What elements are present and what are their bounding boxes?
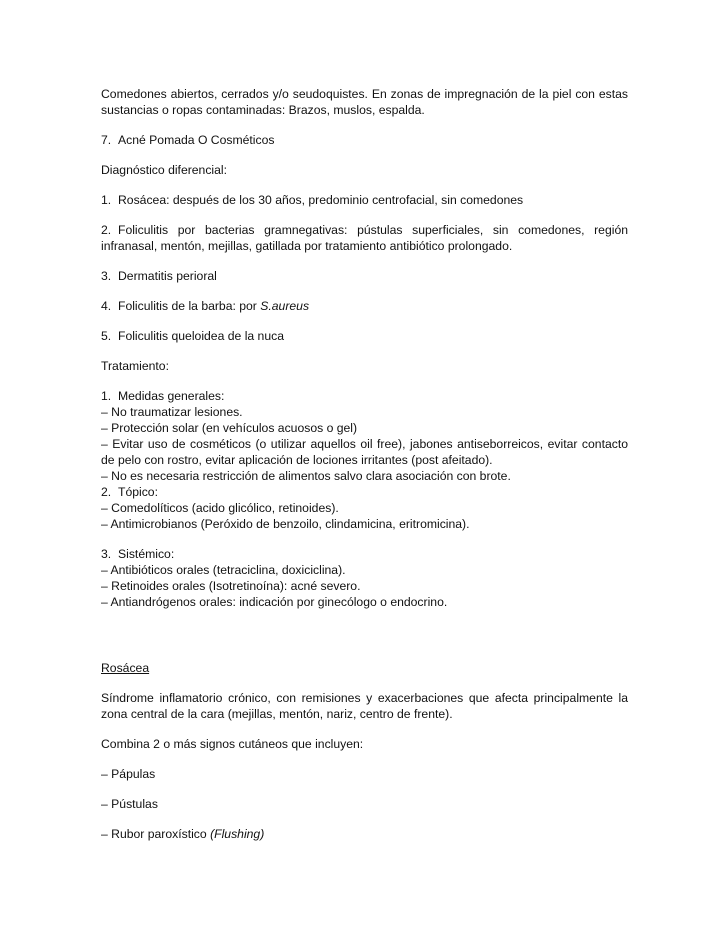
item-text: Dermatitis perioral	[118, 269, 217, 283]
rosacea-signs-intro: Combina 2 o más signos cutáneos que incluyen:	[101, 737, 364, 751]
diagnostico-item-5	[101, 328, 628, 344]
item-text: Foliculitis por bacterias gramnegativas: pústulas superficiales, sin comedones, región infranasal, mentón, mejillas, gatillada por tratamiento antibiótico prolongado.	[101, 223, 628, 253]
item-text: Acné Pomada O Cosméticos	[118, 133, 275, 147]
item-number: 2.	[101, 223, 112, 237]
topico-item-1: – Comedolíticos (acido glicólico, retinoides).	[101, 501, 339, 515]
item-italic-text: S.aureus	[260, 299, 310, 313]
intro-paragraph: Comedones abiertos, cerrados y/o seudoquistes. En zonas de impregnación de la piel con estas sustancias o ropas contaminadas: Brazos, muslos, espalda.	[101, 87, 628, 117]
document-content	[101, 86, 628, 842]
diagnostico-heading: Diagnóstico diferencial:	[101, 163, 228, 177]
generales-item-2: – Protección solar (en vehículos acuosos o gel)	[101, 421, 358, 435]
item-text: Medidas generales:	[118, 389, 225, 403]
sign-text: – Rubor paroxístico	[101, 827, 211, 841]
diagnostico-item-1	[101, 192, 628, 208]
tratamiento-generales-title	[101, 388, 628, 404]
rosacea-sign-papulas: – Pápulas	[101, 767, 156, 781]
item-number: 1.	[101, 193, 112, 207]
acne-item-7	[101, 132, 628, 148]
rosacea-sign-rubor	[101, 826, 628, 842]
sistemico-item-3: – Antiandrógenos orales: indicación por ginecólogo o endocrino.	[101, 595, 448, 609]
item-text: Foliculitis de la barba: por	[118, 299, 261, 313]
generales-item-3: – Evitar uso de cosméticos (o utilizar aquellos oil free), jabones antiseborreicos, evitar contacto de pelo con rostro, evitar aplicación de lociones irritantes (post afeitado).	[101, 437, 628, 467]
item-number: 2.	[101, 485, 112, 499]
diagnostico-item-4	[101, 298, 628, 314]
item-text: Tópico:	[118, 485, 158, 499]
rosacea-title: Rosácea	[101, 661, 150, 675]
sign-italic-text: (Flushing)	[210, 827, 265, 841]
item-number: 1.	[101, 389, 112, 403]
item-number: 3.	[101, 547, 112, 561]
topico-item-2: – Antimicrobianos (Peróxido de benzoilo, clindamicina, eritromicina).	[101, 517, 470, 531]
tratamiento-topico-title	[101, 484, 628, 500]
item-text: Sistémico:	[118, 547, 175, 561]
item-number: 5.	[101, 329, 112, 343]
item-text: Foliculitis queloidea de la nuca	[118, 329, 284, 343]
item-text: Rosácea: después de los 30 años, predominio centrofacial, sin comedones	[118, 193, 524, 207]
item-number: 3.	[101, 269, 112, 283]
rosacea-sign-pustulas: – Pústulas	[101, 797, 158, 811]
diagnostico-item-3	[101, 268, 628, 284]
sistemico-item-2: – Retinoides orales (Isotretinoína): acné severo.	[101, 579, 361, 593]
sistemico-item-1: – Antibióticos orales (tetraciclina, doxiciclina).	[101, 563, 346, 577]
item-number: 7.	[101, 133, 112, 147]
tratamiento-heading: Tratamiento:	[101, 359, 169, 373]
item-number: 4.	[101, 299, 112, 313]
tratamiento-sistemico-title	[101, 546, 628, 562]
generales-item-4: – No es necesaria restricción de alimentos salvo clara asociación con brote.	[101, 469, 511, 483]
diagnostico-item-2	[101, 222, 628, 254]
rosacea-description: Síndrome inflamatorio crónico, con remisiones y exacerbaciones que afecta principalmente la zona central de la cara (mejillas, mentón, nariz, centro de frente).	[101, 691, 628, 721]
generales-item-1: – No traumatizar lesiones.	[101, 405, 243, 419]
